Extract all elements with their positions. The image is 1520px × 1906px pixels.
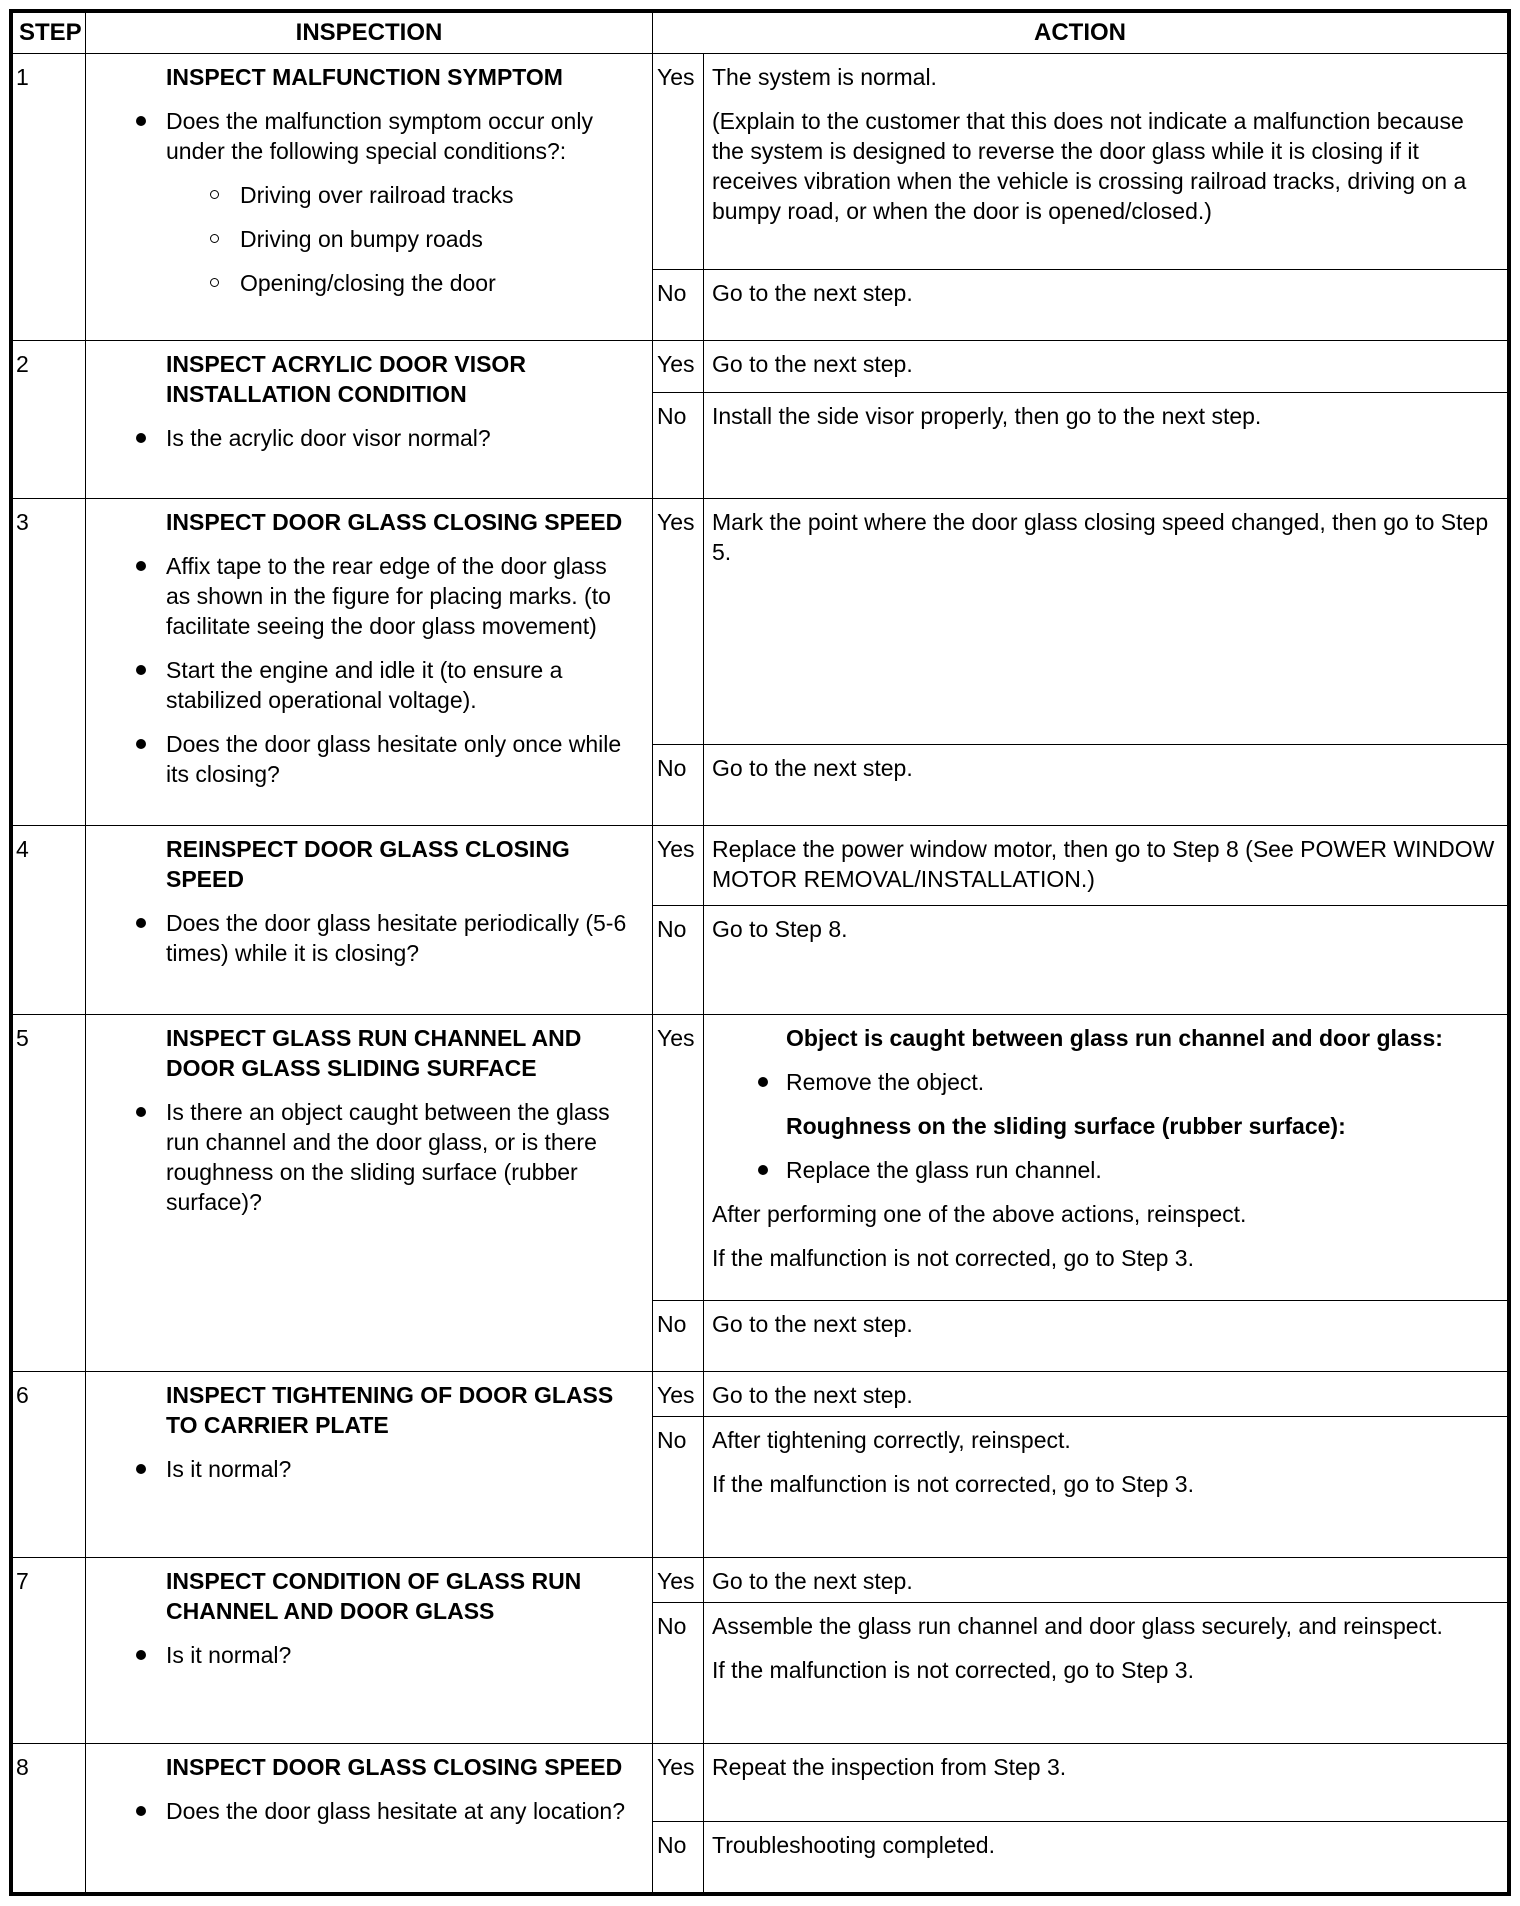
no-action [704,1821,1508,1892]
step-title: INSPECT ACRYLIC DOOR VISOR INSTALLATION CONDITION [166,351,526,408]
step-number: 5 [13,1015,86,1372]
step-6-yes-row [13,1372,1508,1417]
action-text: (Explain to the customer that this does not indicate a malfunction because the system is designed to reverse the door glass while it is closing if it receives vibration when the vehicle is crossing railroad tracks, driving on a bumpy road, or when the door is opened/closed.) [712,108,1467,224]
yes-label: Yes [653,499,704,745]
no-action [704,1417,1508,1558]
action-text: If the malfunction is not corrected, go to Step 3. [712,1656,1194,1683]
condition-item: Driving over railroad tracks [166,180,632,210]
step-2-yes-row [13,341,1508,393]
inspection-bullet: Is it normal? [166,1454,632,1484]
no-label: No [653,1602,704,1743]
no-label: No [653,1821,704,1892]
inspection-bullet: Is there an object caught between the glass run channel and the door glass, or is there roughness on the sliding surface (rubber surface)? [166,1097,632,1217]
yes-action [704,1743,1508,1821]
no-label: No [653,745,704,826]
step-1-yes-row [13,54,1508,270]
action-text: The system is normal. [712,64,937,90]
inspection-bullet: Does the malfunction symptom occur only under the following special conditions?: [166,106,632,166]
action-subheading: Object is caught between glass run channel and door glass: [786,1025,1443,1051]
action-text: After tightening correctly, reinspect. [712,1427,1071,1454]
action-text: Go to the next step. [712,755,913,782]
header-action: ACTION [653,13,1508,54]
action-text: Go to Step 8. [712,915,848,942]
inspection-bullet: Affix tape to the rear edge of the door glass as shown in the figure for placing marks. (to facilitate seeing the door glass movement) [166,551,632,641]
action-text: Assemble the glass run channel and door glass securely, and reinspect. [712,1612,1443,1639]
yes-label: Yes [653,1015,704,1301]
condition-item: Driving on bumpy roads [166,224,632,254]
step-7-yes-row [13,1557,1508,1602]
no-label: No [653,270,704,341]
condition-item: Opening/closing the door [166,268,632,298]
no-action [704,905,1508,1014]
step-inspection [86,825,653,1014]
inspection-bullet: Is it normal? [166,1640,632,1670]
step-inspection [86,1743,653,1892]
step-title: INSPECT MALFUNCTION SYMPTOM [166,64,563,90]
step-title: INSPECT DOOR GLASS CLOSING SPEED [166,509,623,536]
action-text: Replace the power window motor, then go to Step 8 (See POWER WINDOW MOTOR REMOVAL/INSTALLATION.) [712,835,1495,892]
action-text: If the malfunction is not corrected, go to Step 3. [712,1245,1194,1271]
yes-label: Yes [653,1372,704,1417]
action-bullet: Remove the object. [712,1067,1499,1097]
yes-action [704,499,1508,745]
action-text: Go to the next step. [712,1567,913,1594]
inspection-bullet: Start the engine and idle it (to ensure a stabilized operational voltage). [166,655,632,715]
no-action [704,1301,1508,1372]
no-label: No [653,1417,704,1558]
troubleshooting-table [12,12,1508,1893]
step-number: 2 [13,341,86,499]
action-text: Go to the next step. [712,1311,913,1337]
step-8-yes-row [13,1743,1508,1821]
step-title: INSPECT GLASS RUN CHANNEL AND DOOR GLASS SLIDING SURFACE [166,1025,582,1081]
yes-action [704,1015,1508,1301]
step-title: INSPECT CONDITION OF GLASS RUN CHANNEL AND DOOR GLASS [166,1567,582,1624]
yes-label: Yes [653,54,704,270]
header-row [13,13,1508,54]
step-number: 3 [13,499,86,826]
action-text: Go to the next step. [712,1382,913,1409]
step-title: INSPECT DOOR GLASS CLOSING SPEED [166,1753,623,1780]
no-label: No [653,393,704,499]
yes-action [704,1372,1508,1417]
step-number: 8 [13,1743,86,1892]
action-text: Mark the point where the door glass closing speed changed, then go to Step 5. [712,509,1489,566]
step-inspection [86,499,653,826]
no-action [704,1602,1508,1743]
yes-action [704,54,1508,270]
no-action [704,270,1508,341]
troubleshooting-document [9,9,1511,1896]
inspection-bullet: Does the door glass hesitate periodically (5-6 times) while it is closing? [166,908,632,968]
action-text: After performing one of the above actions, reinspect. [712,1201,1247,1227]
step-3-yes-row [13,499,1508,745]
step-inspection [86,341,653,499]
step-inspection [86,1372,653,1558]
step-number: 4 [13,825,86,1014]
step-4-yes-row [13,825,1508,905]
step-number: 6 [13,1372,86,1558]
action-text: If the malfunction is not corrected, go to Step 3. [712,1471,1194,1498]
yes-action [704,825,1508,905]
action-text: Go to the next step. [712,280,913,306]
no-label: No [653,905,704,1014]
header-inspection: INSPECTION [86,13,653,54]
inspection-bullet: Is the acrylic door visor normal? [166,423,632,453]
action-text: Troubleshooting completed. [712,1831,995,1858]
action-subheading: Roughness on the sliding surface (rubber surface): [786,1113,1346,1139]
header-step: STEP [13,13,86,54]
yes-label: Yes [653,825,704,905]
action-bullet: Replace the glass run channel. [712,1155,1499,1185]
action-text: Go to the next step. [712,351,913,378]
step-5-yes-row [13,1015,1508,1301]
step-title: INSPECT TIGHTENING OF DOOR GLASS TO CARRIER PLATE [166,1382,614,1439]
step-inspection [86,54,653,341]
yes-action [704,1557,1508,1602]
step-number: 1 [13,54,86,341]
no-action [704,393,1508,499]
inspection-bullet: Does the door glass hesitate only once while its closing? [166,729,632,789]
yes-label: Yes [653,1743,704,1821]
step-inspection [86,1557,653,1743]
step-number: 7 [13,1557,86,1743]
action-text: Repeat the inspection from Step 3. [712,1753,1067,1780]
action-text: Install the side visor properly, then go to the next step. [712,403,1262,430]
step-inspection [86,1015,653,1372]
no-label: No [653,1301,704,1372]
yes-action [704,341,1508,393]
yes-label: Yes [653,1557,704,1602]
step-title: REINSPECT DOOR GLASS CLOSING SPEED [166,835,570,892]
yes-label: Yes [653,341,704,393]
no-action [704,745,1508,826]
inspection-bullet: Does the door glass hesitate at any location? [166,1796,632,1826]
